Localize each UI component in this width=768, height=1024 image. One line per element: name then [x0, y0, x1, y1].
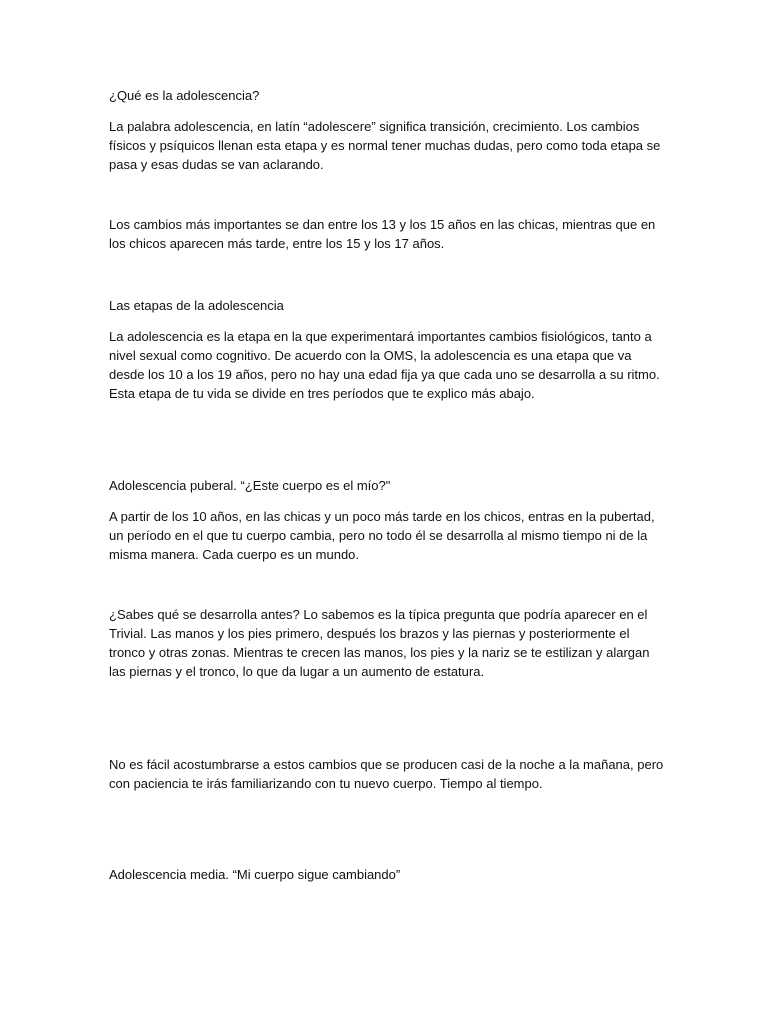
paragraph-line: misma manera. Cada cuerpo es un mundo. [109, 547, 360, 562]
paragraph-line: nivel sexual como cognitivo. De acuerdo con la OMS, la adolescencia es una etapa que va [109, 348, 632, 363]
heading-text: Las etapas de la adolescencia [109, 298, 284, 313]
heading-etapas [109, 296, 669, 315]
paragraph-line: Esta etapa de tu vida se divide en tres períodos que te explico más abajo. [109, 386, 535, 401]
paragraph-line: Trivial. Las manos y los pies primero, después los brazos y las piernas y posteriormente el [109, 626, 630, 641]
heading-adolescencia-puberal [109, 476, 669, 495]
paragraph-line: las piernas y el tronco, lo que da lugar a un aumento de estatura. [109, 664, 485, 679]
paragraph-line: un período en el que tu cuerpo cambia, pero no todo él se desarrolla al mismo tiempo ni de la [109, 528, 648, 543]
paragraph-line: pasa y esas dudas se van aclarando. [109, 157, 324, 172]
paragraph-line: No es fácil acostumbrarse a estos cambios que se producen casi de la noche a la mañana, pero [109, 757, 664, 772]
paragraph-line: La adolescencia es la etapa en la que experimentará importantes cambios fisiológicos, tanto a [109, 329, 652, 344]
paragraph-edades-cambios [109, 215, 669, 253]
paragraph-pubertad [109, 507, 669, 564]
paragraph-line: con paciencia te irás familiarizando con tu nuevo cuerpo. Tiempo al tiempo. [109, 776, 543, 791]
heading-adolescencia-media [109, 865, 669, 884]
heading-text: Adolescencia puberal. “¿Este cuerpo es el mío?" [109, 478, 391, 493]
paragraph-line: los chicos aparecen más tarde, entre los 15 y los 17 años. [109, 236, 445, 251]
heading-que-es-la-adolescencia [109, 86, 669, 105]
paragraph-line: ¿Sabes qué se desarrolla antes? Lo sabemos es la típica pregunta que podría aparecer en el [109, 607, 648, 622]
paragraph-line: físicos y psíquicos llenan esta etapa y es normal tener muchas dudas, pero como toda etapa se [109, 138, 661, 153]
paragraph-line: La palabra adolescencia, en latín “adolescere” significa transición, crecimiento. Los cambios [109, 119, 640, 134]
heading-text: Adolescencia media. “Mi cuerpo sigue cambiando” [109, 867, 401, 882]
paragraph-line: Los cambios más importantes se dan entre los 13 y los 15 años en las chicas, mientras que en [109, 217, 656, 232]
paragraph-etapa-oms [109, 327, 669, 403]
paragraph-definicion [109, 117, 669, 174]
paragraph-line: desde los 10 a los 19 años, pero no hay una edad fija ya que cada uno se desarrolla a su ritmo. [109, 367, 660, 382]
paragraph-que-se-desarrolla [109, 605, 669, 681]
paragraph-line: tronco y otras zonas. Mientras te crecen las manos, los pies y la nariz se te estilizan y alargan [109, 645, 650, 660]
heading-text: ¿Qué es la adolescencia? [109, 88, 260, 103]
paragraph-line: A partir de los 10 años, en las chicas y un poco más tarde en los chicos, entras en la pubertad, [109, 509, 655, 524]
paragraph-acostumbrarse [109, 755, 669, 793]
